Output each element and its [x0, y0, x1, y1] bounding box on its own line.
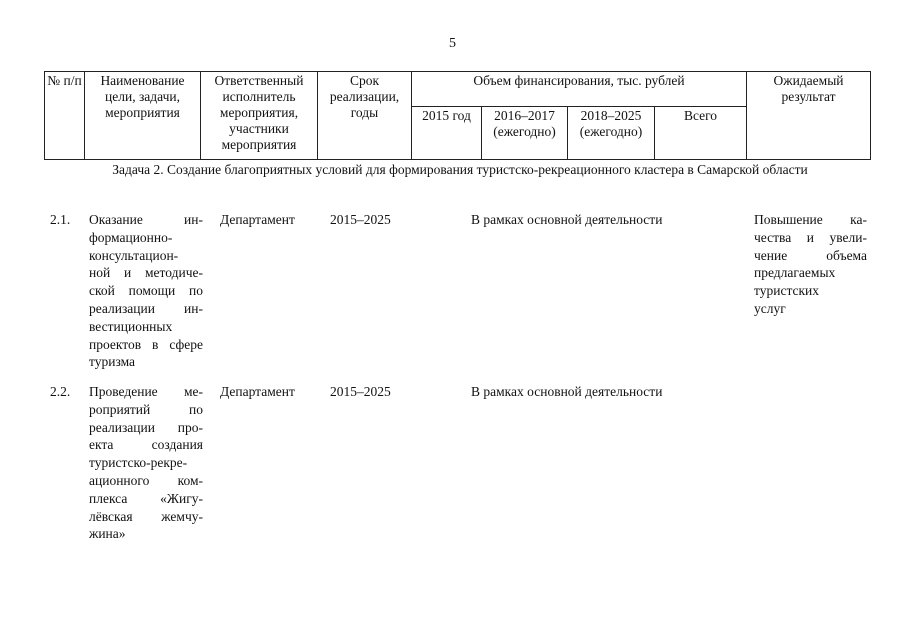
name-line: туристско-рекре-: [89, 455, 188, 471]
name-line: лёвская жемчу-: [89, 508, 203, 524]
name-line: Проведение ме-: [89, 384, 203, 399]
header-2015: 2015 год: [412, 107, 482, 160]
name-line: жина»: [89, 526, 126, 542]
result-line: предлагаемых: [754, 265, 836, 281]
result-line: Повышение ка-: [754, 212, 867, 227]
header-name: Наименование цели, задачи, мероприятия: [85, 72, 201, 160]
result-line: чества и увели-: [754, 229, 867, 245]
name-line: роприятий по: [89, 401, 203, 417]
result-line: чение объема: [754, 247, 867, 263]
row-executor: Департамент: [220, 384, 295, 399]
name-line: Оказание ин-: [89, 212, 203, 227]
name-line: туризма: [89, 354, 136, 370]
row-funding: В рамках основной деятельности: [471, 212, 663, 227]
name-line: плекса «Жигу-: [89, 490, 203, 506]
row-number: 2.2.: [50, 384, 71, 399]
header-total: Всего: [655, 107, 747, 160]
result-line: туристских: [754, 283, 820, 299]
row-number: 2.1.: [50, 212, 71, 227]
row-funding: В рамках основной деятельности: [471, 384, 663, 399]
header-term: Срок реализации, годы: [318, 72, 412, 160]
row-term: 2015–2025: [330, 384, 391, 399]
header-result: Ожидаемый результат: [747, 72, 871, 160]
header-num: № п/п: [45, 72, 85, 160]
name-line: вестиционных: [89, 318, 173, 334]
name-line: формационно-: [89, 229, 173, 245]
name-line: ской помощи по: [89, 283, 203, 299]
name-line: ационного ком-: [89, 472, 203, 488]
task-title: Задача 2. Создание благоприятных условий для формирования туристско-рекреационного кластера в Самарской области: [112, 162, 808, 177]
row-executor: Департамент: [220, 212, 295, 227]
name-line: реализации ин-: [89, 300, 203, 316]
name-line: реализации про-: [89, 419, 203, 435]
row-term: 2015–2025: [330, 212, 391, 227]
name-line: екта создания: [89, 437, 203, 453]
header-2018-2025: 2018–2025 (ежегодно): [568, 107, 655, 160]
row-name: [89, 383, 203, 543]
row-name: [89, 211, 203, 371]
header-2016-2017: 2016–2017 (ежегодно): [482, 107, 568, 160]
row-result: [754, 211, 867, 318]
name-line: ной и методиче-: [89, 265, 203, 281]
header-table: [44, 71, 871, 160]
name-line: консультацион-: [89, 247, 179, 263]
header-funding: Объем финансирования, тыс. рублей: [412, 72, 747, 107]
page-number: 5: [449, 36, 456, 51]
result-line: услуг: [754, 300, 786, 316]
header-executor: Ответственный исполнитель мероприятия, участники мероприятия: [201, 72, 318, 160]
name-line: проектов в сфере: [89, 336, 203, 352]
